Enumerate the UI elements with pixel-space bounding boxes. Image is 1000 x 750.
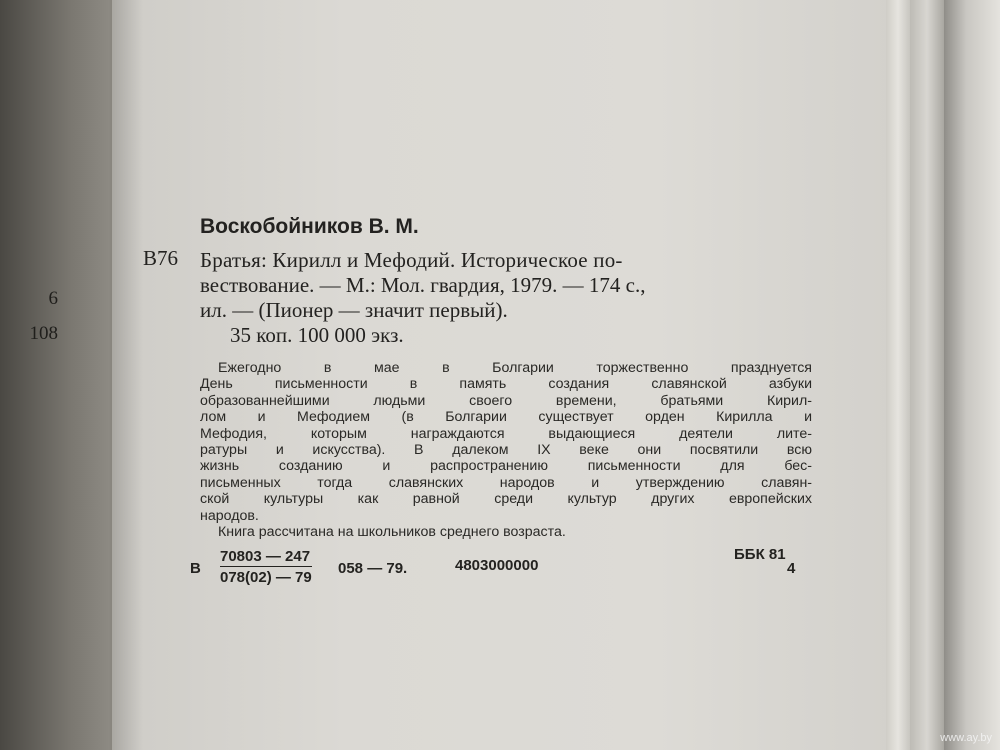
page-edge [944, 0, 1000, 750]
entry-line: вествование. — М.: Мол. гвардия, 1979. — 174 с., [200, 273, 646, 297]
entry-price-line: 35 коп. 100 000 экз. [230, 323, 404, 347]
bbk-sub: 4 [787, 560, 796, 577]
annotation-line: лом и Мефодием (в Болгарии существует орден Кирилла и [200, 409, 812, 426]
annotation [200, 360, 812, 540]
bbk-number: 4803000000 [455, 557, 539, 574]
annotation-line: образованнейшими людьми своего времени, братьями Кирил- [200, 392, 812, 409]
annotation-line: Мефодия, которым награждаются выдающиеся деятели лите- [200, 425, 812, 442]
audience-note: Книга рассчитана на школьников среднего возраста. [218, 524, 566, 541]
annotation-line: ратуры и искусства). В далеком IX веке они посвятили всю [200, 442, 812, 459]
annotation-line: жизнь созданию и распространению письменности для бес- [200, 458, 812, 475]
left-page-number: 108 [29, 323, 58, 344]
bbk-label: ББК 81 [734, 546, 786, 563]
fraction-denominator: 078(02) — 79 [220, 569, 312, 586]
annotation-line: письменных тогда славянских народов и утверждению славян- [200, 474, 812, 491]
annotation-line: народов. [200, 507, 259, 524]
author-name: Воскобойников В. М. [200, 215, 419, 238]
entry-line: Братья: Кирилл и Мефодий. Историческое по- [200, 248, 623, 272]
annotation-line: День письменности в память создания славянской азбуки [200, 376, 812, 393]
fraction-numerator: 70803 — 247 [220, 548, 311, 565]
bbk-suffix: 058 — 79. [338, 560, 408, 577]
entry-line: ил. — (Пионер — значит первый). [200, 298, 508, 322]
bbk-letter: В [190, 560, 201, 577]
page-edge [886, 0, 910, 750]
bbk-fraction [220, 548, 312, 586]
library-code: В76 [143, 246, 179, 270]
annotation-line: Ежегодно в мае в Болгарии торжественно празднуется [218, 360, 812, 376]
page-edge [910, 0, 944, 750]
annotation-line: ской культуры как равной среди культур других европейских [200, 491, 812, 508]
left-page-number: 6 [48, 288, 58, 309]
left-page [0, 0, 128, 750]
watermark-text: www.ay.by [940, 732, 992, 744]
